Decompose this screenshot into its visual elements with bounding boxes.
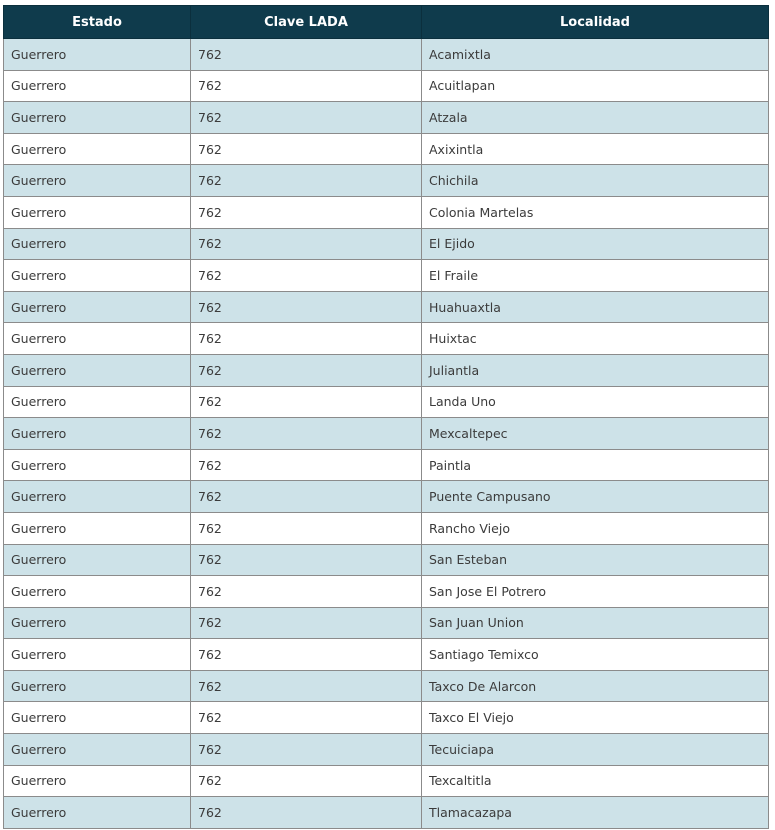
cell-localidad: Mexcaltepec [422, 418, 769, 450]
table-row [4, 765, 769, 797]
cell-localidad: Landa Uno [422, 386, 769, 418]
cell-estado: Guerrero [4, 418, 191, 450]
cell-clave-lada: 762 [191, 765, 422, 797]
cell-estado: Guerrero [4, 512, 191, 544]
cell-estado: Guerrero [4, 797, 191, 829]
table-row [4, 670, 769, 702]
cell-clave-lada: 762 [191, 544, 422, 576]
cell-localidad: El Fraile [422, 260, 769, 292]
cell-estado: Guerrero [4, 765, 191, 797]
cell-clave-lada: 762 [191, 702, 422, 734]
table-header [4, 6, 769, 39]
table-row [4, 228, 769, 260]
cell-clave-lada: 762 [191, 228, 422, 260]
header-row [4, 6, 769, 39]
cell-localidad: Huahuaxtla [422, 291, 769, 323]
cell-localidad: Chichila [422, 165, 769, 197]
cell-estado: Guerrero [4, 639, 191, 671]
table-row [4, 418, 769, 450]
table-row [4, 260, 769, 292]
cell-estado: Guerrero [4, 291, 191, 323]
cell-localidad: Huixtac [422, 323, 769, 355]
cell-estado: Guerrero [4, 576, 191, 608]
cell-clave-lada: 762 [191, 576, 422, 608]
column-header-estado: Estado [4, 6, 191, 39]
table-row [4, 102, 769, 134]
cell-clave-lada: 762 [191, 165, 422, 197]
cell-estado: Guerrero [4, 196, 191, 228]
cell-estado: Guerrero [4, 670, 191, 702]
cell-clave-lada: 762 [191, 386, 422, 418]
cell-clave-lada: 762 [191, 797, 422, 829]
cell-clave-lada: 762 [191, 670, 422, 702]
lada-table [3, 5, 769, 829]
table-row [4, 449, 769, 481]
cell-localidad: Taxco El Viejo [422, 702, 769, 734]
cell-localidad: Axixintla [422, 133, 769, 165]
table-row [4, 702, 769, 734]
cell-localidad: San Jose El Potrero [422, 576, 769, 608]
cell-localidad: Tlamacazapa [422, 797, 769, 829]
cell-clave-lada: 762 [191, 260, 422, 292]
cell-clave-lada: 762 [191, 291, 422, 323]
cell-clave-lada: 762 [191, 323, 422, 355]
table-row [4, 354, 769, 386]
table-row [4, 323, 769, 355]
table-row [4, 165, 769, 197]
cell-estado: Guerrero [4, 702, 191, 734]
cell-estado: Guerrero [4, 165, 191, 197]
cell-estado: Guerrero [4, 449, 191, 481]
table-row [4, 196, 769, 228]
table-row [4, 576, 769, 608]
cell-clave-lada: 762 [191, 418, 422, 450]
cell-localidad: Taxco De Alarcon [422, 670, 769, 702]
cell-estado: Guerrero [4, 39, 191, 71]
cell-estado: Guerrero [4, 544, 191, 576]
column-header-localidad: Localidad [422, 6, 769, 39]
table-body [4, 39, 769, 829]
cell-clave-lada: 762 [191, 481, 422, 513]
table-row [4, 386, 769, 418]
cell-estado: Guerrero [4, 260, 191, 292]
cell-clave-lada: 762 [191, 70, 422, 102]
cell-localidad: El Ejido [422, 228, 769, 260]
cell-estado: Guerrero [4, 354, 191, 386]
cell-clave-lada: 762 [191, 607, 422, 639]
cell-localidad: San Juan Union [422, 607, 769, 639]
cell-clave-lada: 762 [191, 449, 422, 481]
cell-localidad: Tecuiciapa [422, 734, 769, 766]
cell-clave-lada: 762 [191, 734, 422, 766]
table-row [4, 607, 769, 639]
cell-estado: Guerrero [4, 323, 191, 355]
cell-localidad: Santiago Temixco [422, 639, 769, 671]
cell-clave-lada: 762 [191, 639, 422, 671]
cell-estado: Guerrero [4, 228, 191, 260]
table-row [4, 39, 769, 71]
table-row [4, 639, 769, 671]
cell-localidad: Paintla [422, 449, 769, 481]
table-row [4, 291, 769, 323]
cell-localidad: San Esteban [422, 544, 769, 576]
cell-localidad: Colonia Martelas [422, 196, 769, 228]
cell-localidad: Acamixtla [422, 39, 769, 71]
cell-clave-lada: 762 [191, 196, 422, 228]
cell-clave-lada: 762 [191, 512, 422, 544]
cell-clave-lada: 762 [191, 102, 422, 134]
column-header-clave-lada: Clave LADA [191, 6, 422, 39]
cell-localidad: Atzala [422, 102, 769, 134]
cell-estado: Guerrero [4, 607, 191, 639]
table-row [4, 734, 769, 766]
table-row [4, 544, 769, 576]
cell-clave-lada: 762 [191, 39, 422, 71]
cell-localidad: Acuitlapan [422, 70, 769, 102]
table-row [4, 133, 769, 165]
cell-estado: Guerrero [4, 734, 191, 766]
cell-localidad: Juliantla [422, 354, 769, 386]
lada-table-container [3, 5, 768, 829]
cell-localidad: Puente Campusano [422, 481, 769, 513]
cell-estado: Guerrero [4, 481, 191, 513]
cell-estado: Guerrero [4, 386, 191, 418]
table-row [4, 70, 769, 102]
table-row [4, 512, 769, 544]
cell-clave-lada: 762 [191, 133, 422, 165]
cell-clave-lada: 762 [191, 354, 422, 386]
cell-estado: Guerrero [4, 133, 191, 165]
cell-estado: Guerrero [4, 70, 191, 102]
cell-localidad: Rancho Viejo [422, 512, 769, 544]
cell-localidad: Texcaltitla [422, 765, 769, 797]
table-row [4, 481, 769, 513]
cell-estado: Guerrero [4, 102, 191, 134]
table-row [4, 797, 769, 829]
